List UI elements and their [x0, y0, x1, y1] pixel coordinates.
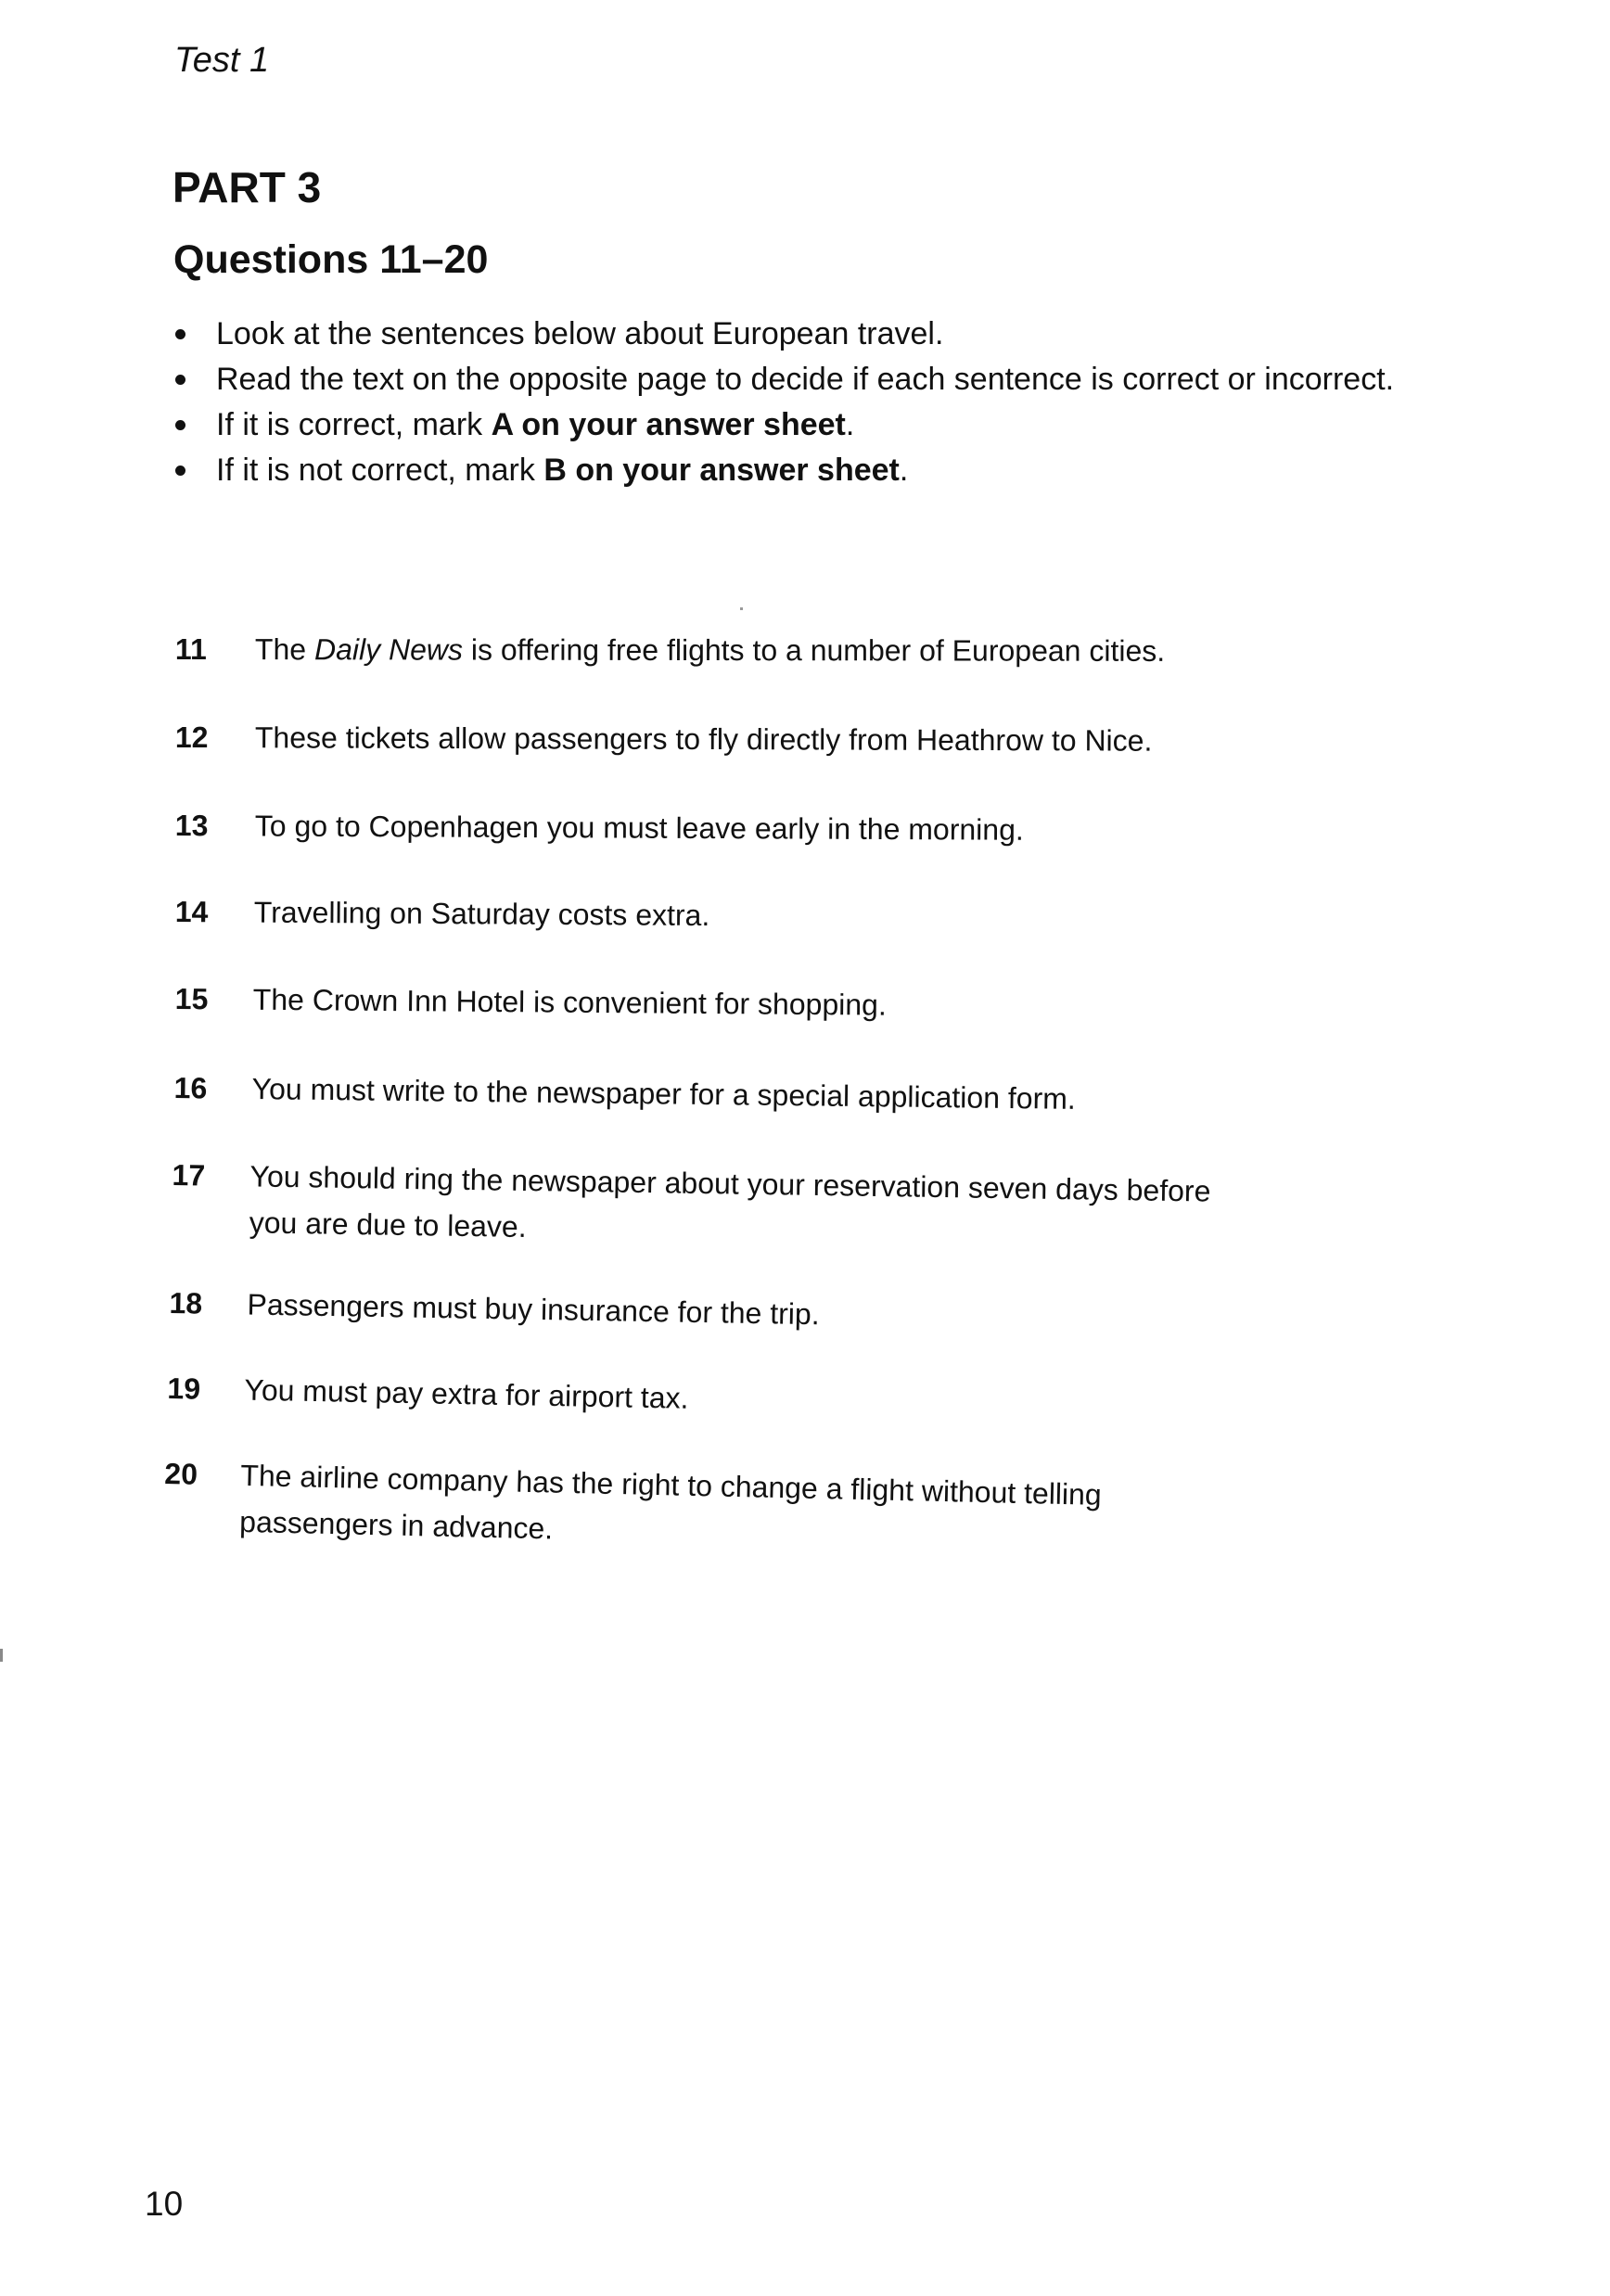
instruction-text: If it is correct, mark [216, 407, 492, 442]
question-text: Travelling on Saturday costs extra. [253, 895, 710, 933]
question-number: 12 [174, 720, 209, 755]
question-number: 17 [172, 1157, 206, 1193]
question-text-line: You should ring the newspaper about your reservation seven days before [249, 1159, 1211, 1208]
question-number: 11 [174, 632, 207, 667]
question-text [249, 1153, 1210, 1260]
part-title: PART 3 [172, 163, 322, 211]
instruction-text: Read the text on the opposite page to decide if each sentence is correct or incorrect. [216, 362, 1395, 397]
instruction-text-end: . [845, 407, 855, 442]
question-text: These tickets allow passengers to fly directly from Heathrow to Nice. [254, 721, 1153, 758]
question-text-line: you are due to leave. [249, 1205, 527, 1244]
question-number: 15 [174, 981, 209, 1016]
running-head: Test 1 [174, 41, 270, 80]
scan-speck [740, 607, 743, 610]
bullet-icon [175, 375, 185, 385]
question-text-line: The airline company has the right to change a flight without telling [240, 1458, 1103, 1512]
instruction-item [174, 312, 1399, 357]
scan-edge-mark [0, 1649, 3, 1662]
bullet-icon [175, 420, 185, 430]
question-text [255, 626, 1165, 674]
newspaper-name: Daily News [313, 632, 464, 667]
instruction-item [174, 402, 1399, 448]
question-number: 19 [167, 1371, 201, 1406]
instruction-text: If it is not correct, mark [216, 453, 544, 488]
question-text [239, 1452, 1103, 1564]
instruction-text: Look at the sentences below about European travel. [216, 316, 944, 351]
bullet-icon [175, 466, 185, 476]
page-number: 10 [145, 2185, 184, 2223]
question-text-start: The [254, 632, 315, 667]
question-text: To go to Copenhagen you must leave early in the morning. [254, 809, 1024, 847]
question-number: 14 [174, 894, 209, 929]
instruction-emphasis: A on your answer sheet [491, 407, 846, 442]
question-text-end: is offering free flights to a number of European cities. [462, 632, 1166, 668]
bullet-icon [175, 329, 185, 339]
instruction-text-end: . [899, 453, 909, 488]
instructions-list [174, 312, 1399, 493]
question-number: 13 [174, 808, 209, 843]
question-text-line: passengers in advance. [238, 1504, 554, 1546]
instruction-item [174, 448, 1399, 493]
question-number: 16 [173, 1070, 208, 1105]
question-text: The Crown Inn Hotel is convenient for shopping. [252, 982, 887, 1022]
instruction-emphasis: B on your answer sheet [543, 453, 900, 488]
question-number: 18 [169, 1285, 203, 1320]
questions-range-heading: Questions 11–20 [173, 237, 489, 282]
question-number: 20 [164, 1456, 198, 1491]
question-text: You must pay extra for airport tax. [244, 1372, 689, 1415]
question-text: Passengers must buy insurance for the trip. [247, 1287, 820, 1332]
instruction-item [174, 357, 1399, 402]
question-text: You must write to the newspaper for a special application form. [251, 1072, 1077, 1116]
